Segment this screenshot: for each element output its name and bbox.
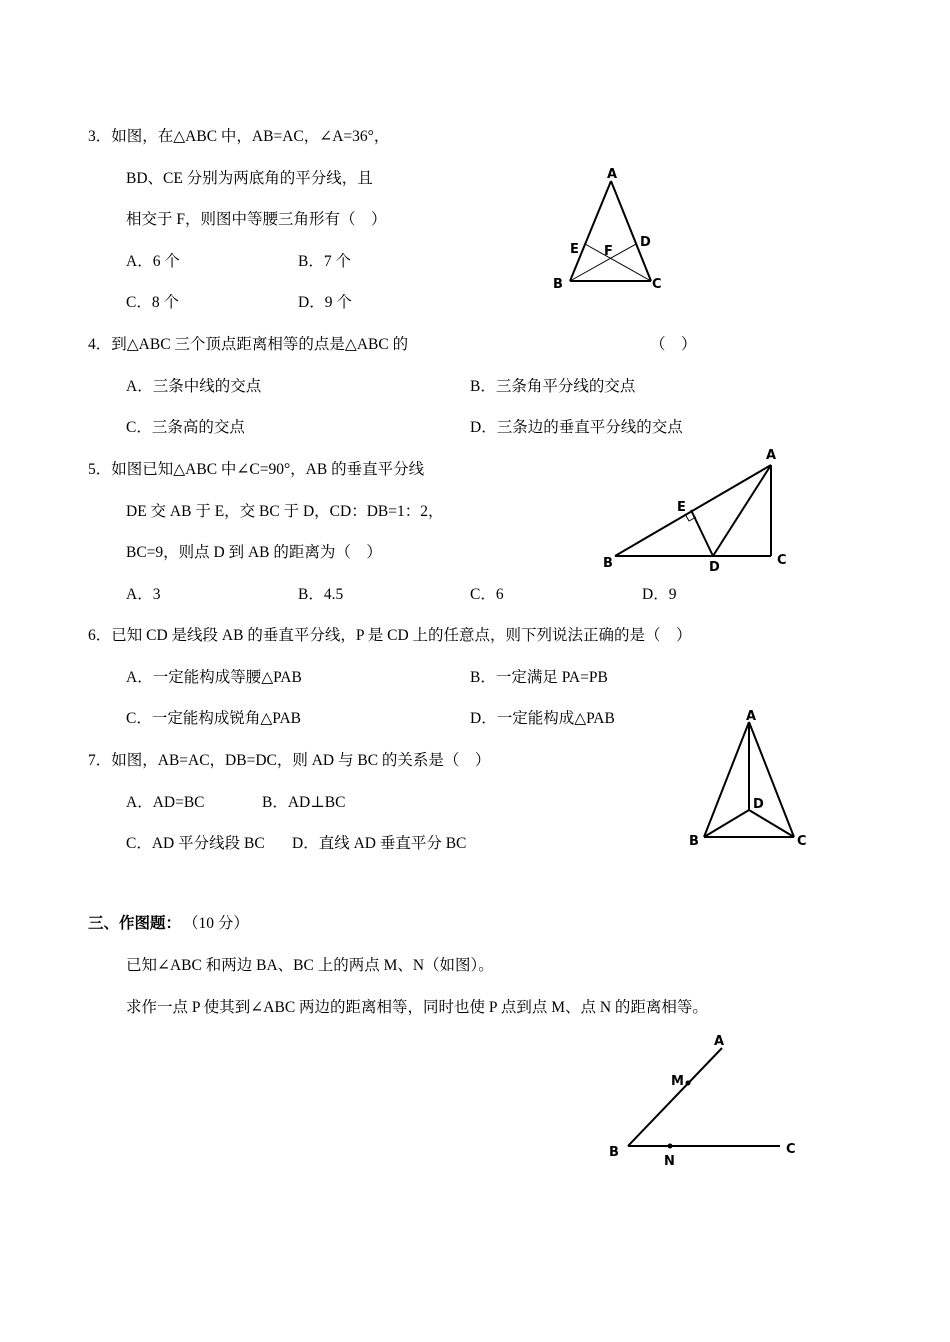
q7-option-a: A．AD=BC bbox=[126, 794, 205, 811]
q3-triangle-figure bbox=[540, 160, 680, 300]
q4-option-c: C．三条高的交点 bbox=[126, 419, 245, 436]
section3-label-n: N bbox=[664, 1154, 675, 1169]
q5-side-ba bbox=[615, 465, 771, 556]
q3-side-ab bbox=[570, 181, 611, 281]
q7-option-b: B．AD⊥BC bbox=[262, 794, 346, 811]
q6-option-c: C．一定能构成锐角△PAB bbox=[126, 710, 301, 727]
section3-line2: 求作一点 P 使其到∠ABC 两边的距离相等，同时也使 P 点到点 M、点 N 的距离相等。 bbox=[126, 999, 708, 1016]
q5-label-e: E bbox=[677, 500, 686, 515]
q3-label-c: C bbox=[652, 277, 662, 292]
q3-option-d: D．9 个 bbox=[298, 294, 352, 311]
q3-side-ac bbox=[611, 181, 651, 281]
q7-kite-figure bbox=[680, 700, 820, 860]
q7-stem: 7．如图，AB=AC，DB=DC，则 AD 与 BC 的关系是（ ） bbox=[88, 752, 491, 769]
q3-label-a: A bbox=[607, 167, 618, 182]
q7-option-d: D．直线 AD 垂直平分 BC bbox=[292, 835, 467, 852]
q7-option-c: C．AD 平分线段 BC bbox=[126, 835, 265, 852]
q3-segment-bd bbox=[570, 244, 636, 281]
q5-segment-ed bbox=[691, 510, 713, 556]
q7-segment-cd bbox=[749, 810, 794, 837]
q3-label-e: E bbox=[570, 242, 579, 257]
q6-option-b: B．一定满足 PA=PB bbox=[470, 669, 608, 686]
section3-label-b: B bbox=[609, 1145, 619, 1160]
q7-label-a: A bbox=[746, 709, 757, 724]
q6-option-d: D．一定能构成△PAB bbox=[470, 710, 615, 727]
q5-option-d: D．9 bbox=[642, 586, 677, 603]
q5-segment-ad bbox=[713, 465, 771, 556]
q3-stem-line2: BD、CE 分别为两底角的平分线，且 bbox=[126, 170, 373, 187]
q5-stem-line1: 5．如图已知△ABC 中∠C=90°，AB 的垂直平分线 bbox=[88, 461, 425, 478]
q5-option-a: A．3 bbox=[126, 586, 161, 603]
q3-label-f: F bbox=[604, 244, 613, 259]
section3-line1: 已知∠ABC 和两边 BA、BC 上的两点 M、N（如图）。 bbox=[126, 957, 494, 974]
q3-label-b: B bbox=[553, 277, 563, 292]
q5-label-c: C bbox=[777, 553, 787, 568]
q6-option-a: A．一定能构成等腰△PAB bbox=[126, 669, 302, 686]
q3-stem-line3: 相交于 F，则图中等腰三角形有（ ） bbox=[126, 211, 387, 228]
q4-option-d: D．三条边的垂直平分线的交点 bbox=[470, 419, 683, 436]
q5-stem-line2: DE 交 AB 于 E，交 BC 于 D，CD：DB=1：2， bbox=[126, 503, 444, 520]
section3-label-a: A bbox=[714, 1034, 725, 1049]
q5-option-c: C．6 bbox=[470, 586, 504, 603]
section3-label-m: M bbox=[671, 1074, 684, 1089]
q5-stem-line3: BC=9，则点 D 到 AB 的距离为（ ） bbox=[126, 544, 382, 561]
section3-title: 三、作图题： bbox=[88, 915, 182, 932]
section3-ray-ba bbox=[628, 1048, 722, 1146]
q7-side-ab bbox=[704, 722, 749, 837]
q6-stem: 6．已知 CD 是线段 AB 的垂直平分线，P 是 CD 上的任意点，则下列说法正确的是（ ） bbox=[88, 627, 692, 644]
q7-label-d: D bbox=[753, 797, 764, 812]
section3-point-m bbox=[686, 1081, 691, 1086]
q4-answer-paren: （ ） bbox=[650, 336, 697, 353]
q3-option-b: B．7 个 bbox=[298, 253, 351, 270]
q5-label-a: A bbox=[766, 448, 777, 463]
q7-label-c: C bbox=[797, 834, 807, 849]
q3-option-c: C．8 个 bbox=[126, 294, 179, 311]
q7-side-ac bbox=[749, 722, 794, 837]
q3-stem-line1: 3．如图，在△ABC 中，AB=AC，∠A=36°， bbox=[88, 128, 390, 145]
q5-right-triangle-figure bbox=[595, 440, 805, 580]
q3-label-d: D bbox=[640, 235, 651, 250]
q7-segment-bd bbox=[704, 810, 749, 837]
section3-label-c: C bbox=[786, 1142, 796, 1157]
q5-label-d: D bbox=[709, 560, 720, 575]
q3-option-a: A．6 个 bbox=[126, 253, 180, 270]
q5-option-b: B．4.5 bbox=[298, 586, 344, 603]
section3-point-n bbox=[668, 1144, 673, 1149]
q7-label-b: B bbox=[689, 834, 699, 849]
section3-score: （10 分） bbox=[183, 915, 249, 932]
section3-angle-figure bbox=[600, 1030, 810, 1180]
q4-option-a: A．三条中线的交点 bbox=[126, 378, 262, 395]
q4-option-b: B．三条角平分线的交点 bbox=[470, 378, 636, 395]
q5-label-b: B bbox=[603, 556, 613, 571]
q4-stem: 4．到△ABC 三个顶点距离相等的点是△ABC 的 bbox=[88, 336, 409, 353]
